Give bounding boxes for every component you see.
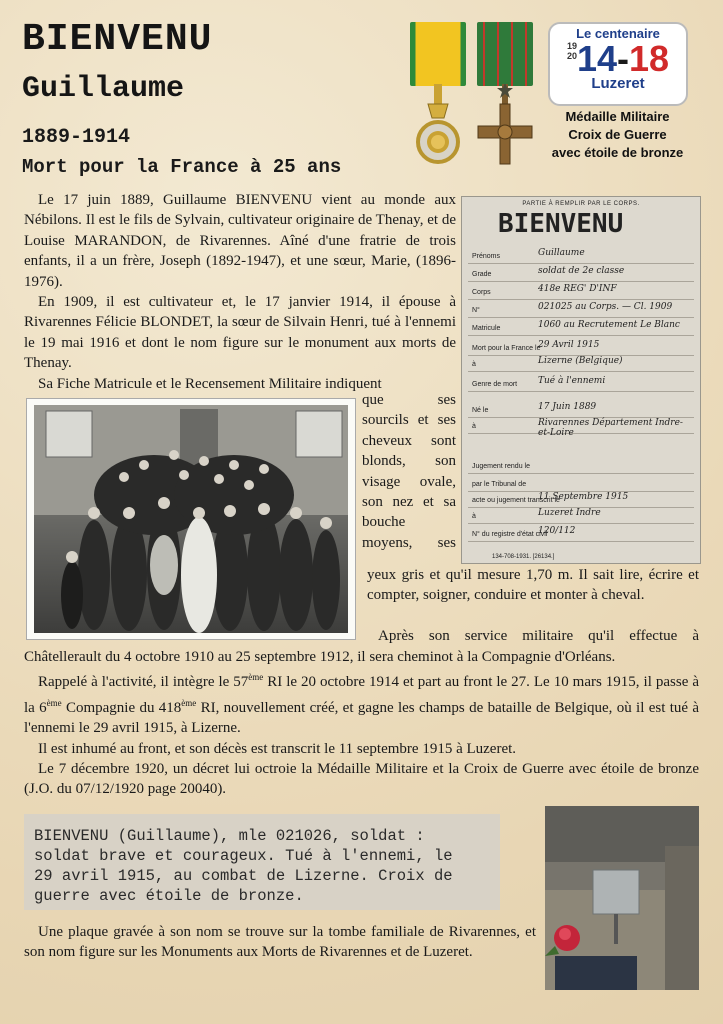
fiche-row-label: à — [472, 423, 476, 430]
paragraph-description-side: que ses sourcils et ses cheveux sont blonds, son visage ovale, son nez et sa bouche moyens, ses — [362, 392, 456, 551]
fiche-row-value: 021025 au Corps. — Cl. 1909 — [538, 302, 673, 312]
fiche-footer: 134-708-1931. [26134.] — [492, 554, 555, 560]
fiche-header: PARTIE À REMPLIR PAR LE CORPS. — [522, 201, 640, 207]
fiche-row-label: N° — [472, 307, 480, 314]
group-photo-image — [34, 405, 348, 633]
life-years: 1889-1914 — [22, 126, 131, 149]
first-name-title: Guillaume — [22, 72, 185, 106]
fiche-row — [468, 341, 694, 356]
tomb-photo-image — [545, 806, 699, 990]
fiche-row — [468, 357, 694, 372]
croix-de-guerre-ribbon — [477, 22, 533, 86]
fiche-row — [468, 285, 694, 300]
group-photo-figures — [34, 405, 348, 633]
badge-top-label: Le centenaire — [576, 26, 660, 41]
fiche-row-label: acte ou jugement transcrit le — [472, 497, 560, 504]
fiche-row-value: 17 Juin 1889 — [538, 402, 597, 412]
badge-place: Luzeret — [591, 75, 645, 92]
paragraph-decorations: Le 7 décembre 1920, un décret lui octroie la Médaille Militaire et la Croix de Guerre avec étoile de bronze (J.O. du 07/12/1920 page 20040). — [24, 761, 699, 798]
paragraph-service-end: Châtellerault du 4 octobre 1910 au 25 septembre 1912, il sera cheminot à la Compagnie d'Orléans. — [24, 649, 616, 665]
fiche-row-value: 11 Septembre 1915 — [538, 492, 629, 502]
fiche-row-value: Tué à l'ennemi — [538, 376, 606, 386]
fiche-row-value: soldat de 2e classe — [538, 266, 625, 276]
fiche-row-value: Guillaume — [538, 248, 585, 258]
fiche-row — [468, 377, 694, 392]
fiche-row-label: par le Tribunal de — [472, 481, 527, 488]
fiche-row — [468, 321, 694, 336]
fiche-row-label: à — [472, 513, 476, 520]
badge-small-digits: 19 20 — [566, 41, 577, 61]
paragraph-service-start: Après son service militaire qu'il effectue à — [378, 628, 699, 644]
fiche-row — [468, 418, 694, 438]
fiche-row — [468, 493, 694, 508]
fiche-row — [468, 403, 694, 418]
fiche-row-label: Genre de mort — [472, 381, 518, 388]
fiche-row-label: Mort pour la France le — [472, 345, 541, 352]
badge-number-18: 18 — [629, 38, 670, 79]
medaille-militaire-icon — [414, 84, 462, 168]
paragraph-front: Rappelé à l'activité, il intègre le 57ème RI le 20 octobre 1914 et part au front le 27. Le 10 mars 1915, il passe à la 6ème Compagnie du 418ème RI, nouvellement créé, et gagne les champs de bataille de Belgique, où il est tué à l'ennemi le 29 avril 1915, à Lizerne. — [24, 672, 699, 737]
paragraph-description-end: yeux gris et qu'il mesure 1,70 m. Il sait lire, écrire et compter, soigner, conduire et monter à cheval. — [367, 567, 699, 604]
fiche-row-label: Né le — [472, 407, 489, 414]
paragraph-description-intro: Sa Fiche Matricule et le Recensement Militaire indiquent — [38, 375, 382, 392]
paragraph-memorials — [24, 922, 536, 963]
fiche-row-value: Luzeret Indre — [538, 508, 601, 518]
biography-bottom — [24, 647, 699, 800]
journal-officiel-clipping — [24, 814, 500, 910]
fiche-row-value: 1060 au Recrutement Le Blanc — [538, 320, 680, 330]
badge-number-14: 14 — [576, 38, 617, 79]
medals-caption — [540, 108, 695, 162]
centenaire-badge — [548, 22, 688, 106]
fiche-row-value: Rivarennes Département Indre-et-Loire — [538, 418, 683, 438]
clipping-text: BIENVENU (Guillaume), mle 021026, soldat : soldat brave et courageux. Tué à l'ennemi, le 29 avril 1915, au combat de Lizerne. Croix de guerre avec étoile de bronze. — [34, 827, 453, 905]
fiche-row-value: 120/112 — [538, 526, 576, 536]
surname-title: BIENVENU — [22, 18, 213, 61]
medals-caption-line: avec étoile de bronze — [551, 145, 684, 160]
paragraph-marriage: En 1909, il est cultivateur et, le 17 janvier 1914, il épouse à Rivarennes Félicie BLONDET, la sœur de Silvain Henri, tué à l'ennemi le 19 mai 1916 et dont le nom figure sur le monument aux morts de Thenay. — [24, 294, 456, 372]
fiche-row-label: à — [472, 361, 476, 368]
fiche-row-label: Jugement rendu le — [472, 463, 530, 470]
fiche-row — [468, 509, 694, 524]
fiche-row-value: 418e REG' D'INF — [538, 284, 617, 294]
memorials-text: Une plaque gravée à son nom se trouve sur la tombe familiale de Rivarennes, et son nom figure sur les Monuments aux Morts de Rivarennes et de Luzeret. — [24, 924, 536, 961]
medaille-militaire-ribbon — [410, 22, 466, 86]
fiche-row-label: N° du registre d'état civil — [472, 531, 548, 538]
medals-caption-line: Médaille Militaire — [565, 109, 670, 124]
croix-de-guerre-icon — [476, 84, 534, 168]
fiche-row — [468, 249, 694, 264]
family-tomb-photo — [545, 806, 699, 990]
family-group-photo — [26, 398, 356, 640]
fiche-surname: BIENVENU — [498, 209, 624, 239]
fiche-row — [468, 303, 694, 318]
badge-years — [550, 38, 686, 79]
fiche-row-label: Corps — [472, 289, 491, 296]
medals-caption-line: Croix de Guerre — [568, 127, 667, 142]
fiche-row — [468, 527, 694, 542]
fiche-row-label: Matricule — [472, 325, 501, 332]
fiche-row — [468, 459, 694, 474]
badge-dash: - — [617, 38, 629, 79]
paragraph-birth: Le 17 juin 1889, Guillaume BIENVENU vient au monde aux Nébilons. Il est le fils de Sylvain, cultivateur originaire de Thenay, et de Louise MARANDON, de Rivarennes. Aîné d'une fratrie de trois enfants, il a un frère, Joseph (1892-1947), et une sœur, Marie, (1896-1976). — [24, 192, 456, 290]
fiche-row-label: Grade — [472, 271, 492, 278]
fiche-matricule-document — [461, 196, 701, 564]
fiche-row — [468, 267, 694, 282]
biography-top — [24, 190, 456, 394]
fiche-row-value: 29 Avril 1915 — [538, 340, 600, 350]
fiche-row — [468, 477, 694, 492]
death-subtitle: Mort pour la France à 25 ans — [22, 156, 342, 178]
fiche-row-label: Prénoms — [472, 253, 501, 260]
paragraph-burial: Il est inhumé au front, et son décès est transcrit le 11 septembre 1915 à Luzeret. — [38, 740, 517, 757]
fiche-row-value: Lizerne (Belgique) — [538, 356, 623, 366]
